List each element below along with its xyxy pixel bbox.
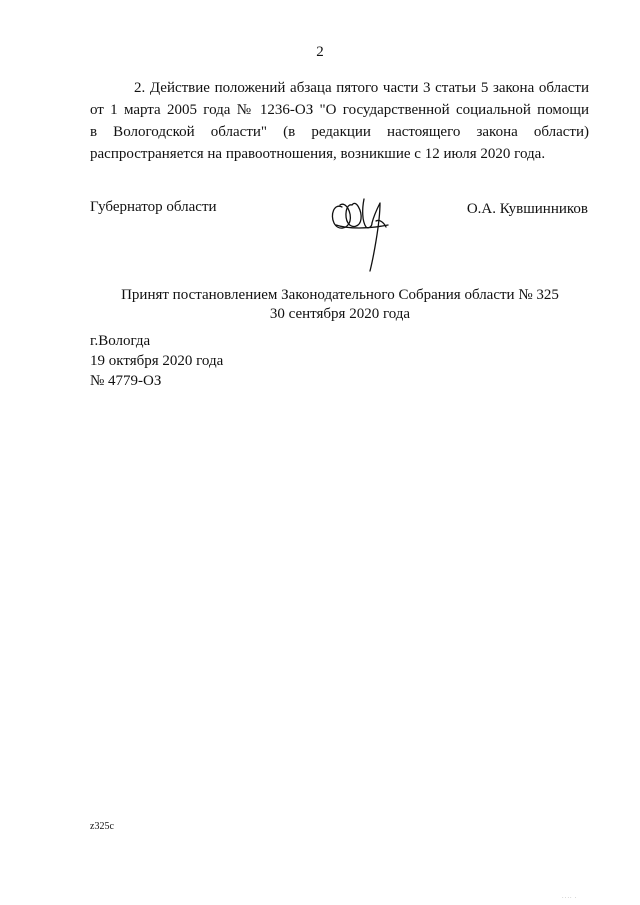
- paragraph-2: [90, 77, 589, 165]
- law-date: 19 октября 2020 года: [90, 353, 224, 369]
- signer-title: Губернатор области: [90, 199, 217, 215]
- law-number: № 4779-ОЗ: [90, 373, 162, 389]
- corner-mark: ···· ·: [562, 896, 578, 901]
- page-number: 2: [316, 44, 324, 60]
- signature-icon: [328, 185, 394, 275]
- paragraph-line: 2. Действие положений абзаца пятого части 3 статьи 5 закона области: [134, 80, 589, 96]
- signer-name: О.А. Кувшинников: [466, 201, 588, 217]
- adoption-line-1: Принят постановлением Законодательного Собрания области № 325: [121, 287, 559, 303]
- place-date-number: [90, 331, 223, 391]
- paragraph-line: распространяется на правоотношения, возникшие с 12 июля 2020 года.: [90, 146, 546, 162]
- paragraph-line: от 1 марта 2005 года № 1236-ОЗ "О государственной социальной помощи: [90, 102, 589, 118]
- adoption-note: [0, 286, 640, 324]
- footer-code: z325c: [90, 821, 114, 832]
- adoption-line-2: 30 сентября 2020 года: [269, 306, 411, 322]
- place-city: г.Вологда: [90, 333, 151, 349]
- paragraph-line: в Вологодской области" (в редакции настоящего закона области): [90, 124, 589, 140]
